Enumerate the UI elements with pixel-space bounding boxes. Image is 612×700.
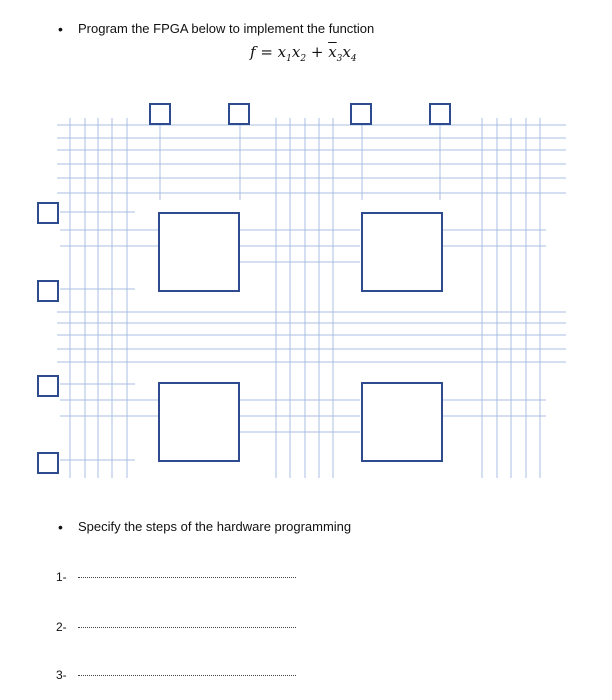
routing-wires [57, 118, 566, 478]
formula-lhs: f [250, 43, 256, 61]
bullet-icon: • [58, 21, 63, 37]
step-number: 3- [56, 668, 67, 682]
formula-equals: = [255, 43, 278, 61]
step-1 [56, 570, 296, 584]
top-io-pad [229, 104, 249, 124]
top-io-pad [430, 104, 450, 124]
top-io-pad [150, 104, 170, 124]
left-io-pad [38, 453, 58, 473]
bullet-icon: • [58, 519, 63, 535]
step-3 [56, 668, 296, 682]
logic-block [362, 383, 442, 461]
answer-blank[interactable] [78, 675, 296, 676]
formula-sub-2: 2 [300, 54, 307, 64]
top-io-pad [351, 104, 371, 124]
formula-var-x2: x [291, 43, 301, 61]
instruction-1-text: Program the FPGA below to implement the function [78, 21, 375, 36]
formula-var-x3-complement: $\overline{x}$ [328, 43, 337, 61]
formula-plus: + [306, 43, 329, 61]
logic-block [159, 213, 239, 291]
answer-blank[interactable] [78, 577, 296, 578]
step-number: 1- [56, 570, 67, 584]
logic-block [362, 213, 442, 291]
instruction-2-text: Specify the steps of the hardware programming [78, 519, 352, 534]
answer-blank[interactable] [78, 627, 296, 628]
formula-var-x1: x [277, 43, 287, 61]
step-number: 2- [56, 620, 67, 634]
logic-block [159, 383, 239, 461]
left-io-pad [38, 281, 58, 301]
formula-sub-4: 4 [350, 54, 357, 64]
left-io-pad [38, 203, 58, 223]
logic-blocks [159, 213, 442, 461]
formula-var-x4: x [342, 43, 351, 61]
formula-sub-1: 1 [286, 54, 292, 64]
left-io-pad [38, 376, 58, 396]
formula-sub-3: 3 [336, 54, 343, 64]
step-2 [56, 620, 296, 634]
